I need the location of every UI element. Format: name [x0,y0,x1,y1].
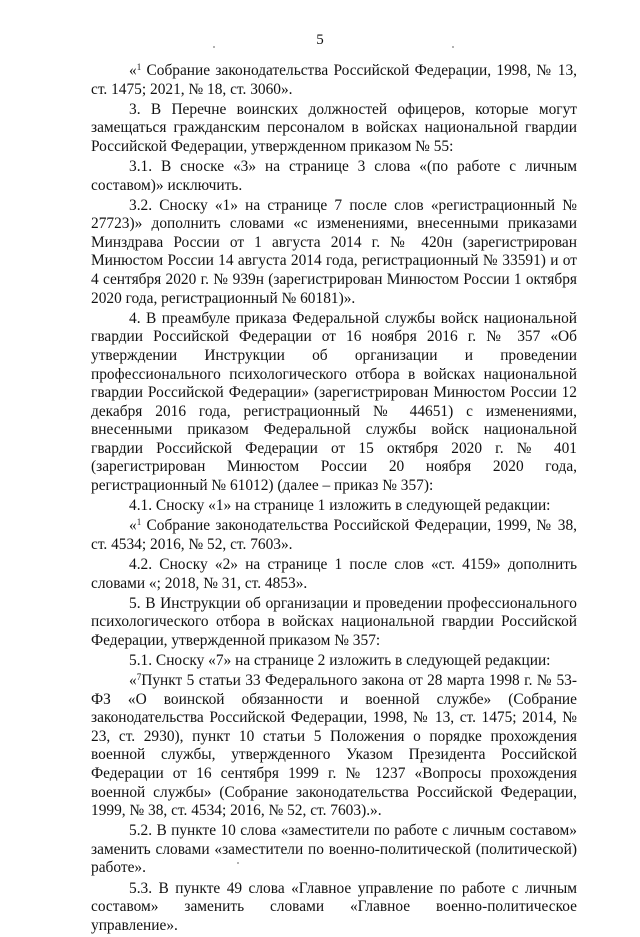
paragraph-text: Пункт 5 статьи 33 Федерального закона от 28 марта 1998 г. № 53-ФЗ «О воинской обязанности и военной службе» (Собрание законодательства Российской Федерации, 1998, № 13, ст. 1475; 2014, № 23, ст. 2930), пункт 10 статьи 5 Положения о порядке прохождения военной службы, утвержденного Указом Президента Российской Федерации от 16 сентября 1999 г. № 1237 «Вопросы прохождения военной службы» (Собрание законодательства Российской Федерации, 1999, № 38, ст. 4534; 2016, № 52, ст. 7603).». [91,672,577,820]
paragraph-text: 5. В Инструкции об организации и проведении профессионального психологического отбора в войсках национальной гвардии Российской Федерации, утвержденной приказом № 357: [91,594,577,649]
document-body [91,62,577,937]
quote-mark: « [129,672,137,689]
footnote-marker: 1 [136,62,142,72]
paragraph-4 [91,310,577,496]
paragraph-4-2 [91,556,577,593]
paragraph-text: Собрание законодательства Российской Федерации, 1999, № 38, ст. 4534; 2016, № 52, ст. 7603». [91,517,577,553]
paragraph-footnote-7 [91,672,577,821]
paragraph-text: 3. В Перечне воинских должностей офицеров, которые могут замещаться гражданским персоналом в войсках национальной гвардии Российской Федерации, утвержденном приказом № 55: [91,100,577,155]
paragraph-5-2 [91,822,577,878]
paragraph-5-3 [91,880,577,936]
footnote-marker: 1 [136,517,142,528]
paragraph-5-1 [91,652,577,671]
paragraph-text: 5.1. Сноску «7» на странице 2 изложить в следующей редакции: [129,651,551,669]
quote-mark: « [129,62,137,79]
paragraph-footnote-1-new [91,517,577,554]
page-number: 5 [316,32,324,48]
paragraph-text: 3.1. В сноске «3» на странице 3 слова «(по работе с личным составом)» исключить. [91,157,577,194]
scan-speck [237,862,239,864]
scan-speck [452,46,454,48]
paragraph-3 [91,101,577,157]
footnote-marker: 7 [136,672,142,682]
paragraph-4-1 [91,497,577,516]
paragraph-text: 3.2. Сноску «1» на странице 7 после слов «регистрационный № 27723)» дополнить словами «с изменениями, внесенными приказами Минздрава России от 1 августа 2014 г. № 420н (зарегистрирован Минюстом России 14 августа 2014 года, регистрационный № 33591) и от 4 сентября 2020 г. № 939н (зарегистрирован Минюстом России 1 октября 2020 года, регистрационный № 60181)». [91,196,577,307]
quote-mark: « [129,517,137,535]
paragraph-text: 4.1. Сноску «1» на странице 1 изложить в следующей редакции: [129,497,551,515]
paragraph-text: Собрание законодательства Российской Федерации, 1998, № 13, ст. 1475; 2021, № 18, ст. 3060». [91,62,577,98]
paragraph-text: 5.2. В пункте 10 слова «заместители по работе с личным составом» заменить словами «заместители по военно-политической (политической) работе». [91,822,577,877]
paragraph-3-2 [91,197,577,309]
scan-speck [213,46,215,48]
paragraph-text: 4.2. Сноску «2» на странице 1 после слов «ст. 4159» дополнить словами «; 2018, № 31, ст. 4853». [91,555,577,592]
paragraph-text: 5.3. В пункте 49 слова «Главное управление по работе с личным составом» заменить словами «Главное военно-политическое управление». [91,879,577,934]
paragraph-3-1 [91,158,577,195]
paragraph-text: 4. В преамбуле приказа Федеральной службы войск национальной гвардии Российской Федерации от 16 ноября 2016 г. № 357 «Об утверждении Инструкции об организации и проведении профессионального психологического отбора в войсках национальной гвардии Российской Федерации» (зарегистрирован Минюстом России 12 декабря 2016 года, регистрационный № 44651) с изменениями, внесенными приказом Федеральной службы войск национальной гвардии Российской Федерации от 15 октября 2020 г. № 401 (зарегистрирован Минюстом России 20 ноября 2020 года, регистрационный № 61012) (далее – приказ № 357): [91,309,577,495]
paragraph-footnote-1 [91,62,577,99]
paragraph-5 [91,595,577,651]
